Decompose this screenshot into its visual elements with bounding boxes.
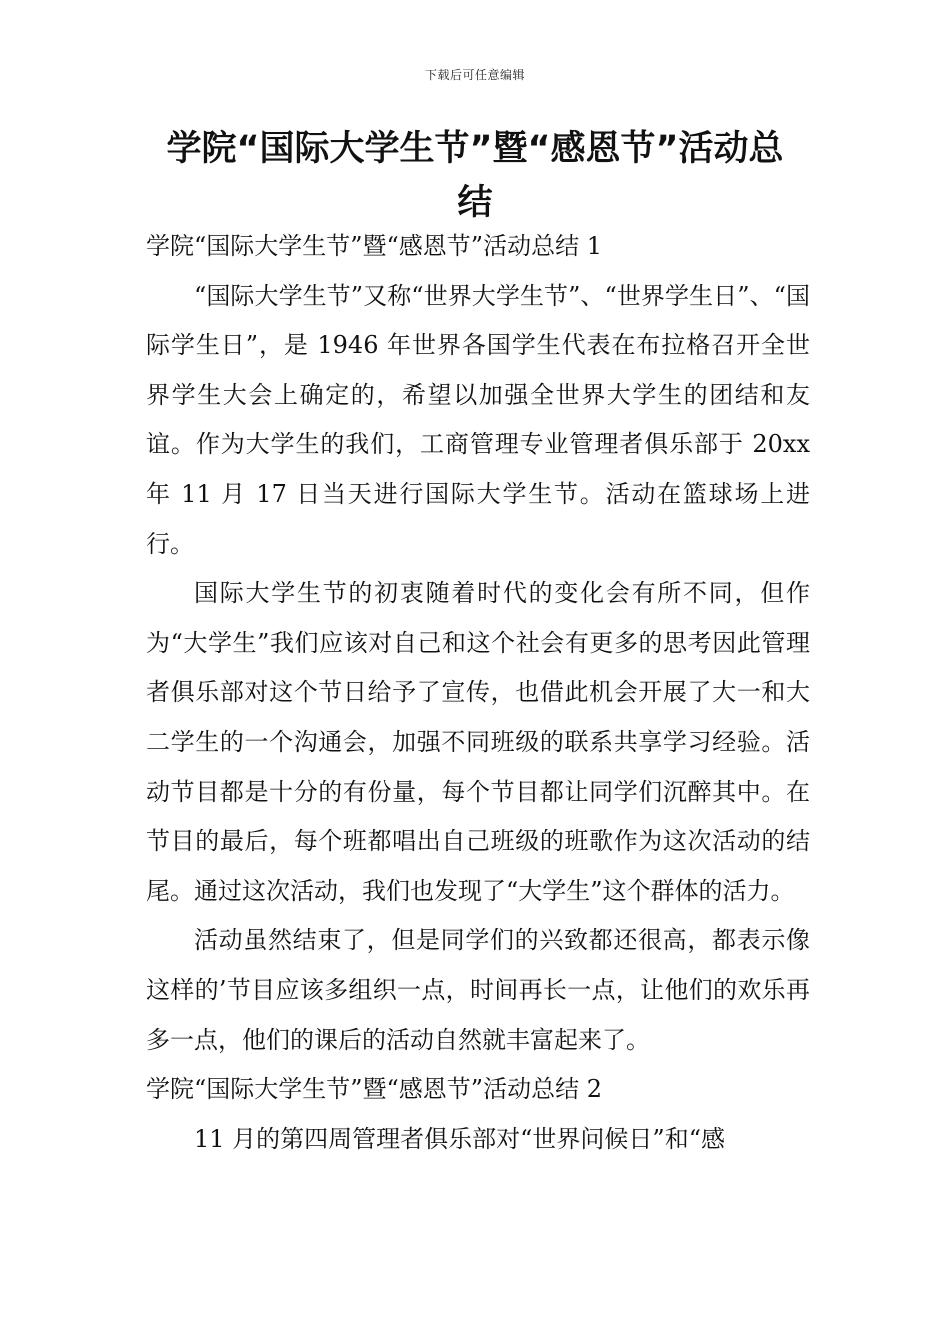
document-body <box>146 222 810 1164</box>
header-note: 下载后可任意编辑 <box>424 68 525 82</box>
paragraph-4: 11 月的第四周管理者俱乐部对“世界问候日”和“感 <box>194 1124 725 1153</box>
section-heading-1: 学院“国际大学生节”暨“感恩节”活动总结 1 <box>146 232 602 260</box>
paragraph-1: “国际大学生节”又称“世界大学生节”、“世界学生日”、“国际学生日”，是 1946 年世界各国学生代表在布拉格召开全世界学生大会上确定的，希望以加强全世界大学生的团结和友谊。作为大学生的我们，工商管理专业管理者俱乐部于 20xx 年 11 月 17 日当天进行国际大学生节。活动在篮球场上进行。 <box>146 281 810 558</box>
document-title: 学院“国际大学生节”暨“感恩节”活动总结 <box>166 129 784 223</box>
paragraph-2: 国际大学生节的初衷随着时代的变化会有所不同，但作为“大学生”我们应该对自己和这个社会有更多的思考因此管理者俱乐部对这个节日给予了宣传，也借此机会开展了大一和大二学生的一个沟通会，加强不同班级的联系共享学习经验。活动节目都是十分的有份量，每个节目都让同学们沉醉其中。在节目的最后，每个班都唱出自己班级的班歌作为这次活动的结尾。通过这次活动，我们也发现了“大学生”这个群体的活力。 <box>146 579 810 905</box>
section-heading-2: 学院“国际大学生节”暨“感恩节”活动总结 2 <box>146 1075 602 1104</box>
paragraph-3: 活动虽然结束了，但是同学们的兴致都还很高，都表示像这样的’节目应该多组织一点，时间再长一点，让他们的欢乐再多一点，他们的课后的活动自然就丰富起来了。 <box>146 926 810 1054</box>
